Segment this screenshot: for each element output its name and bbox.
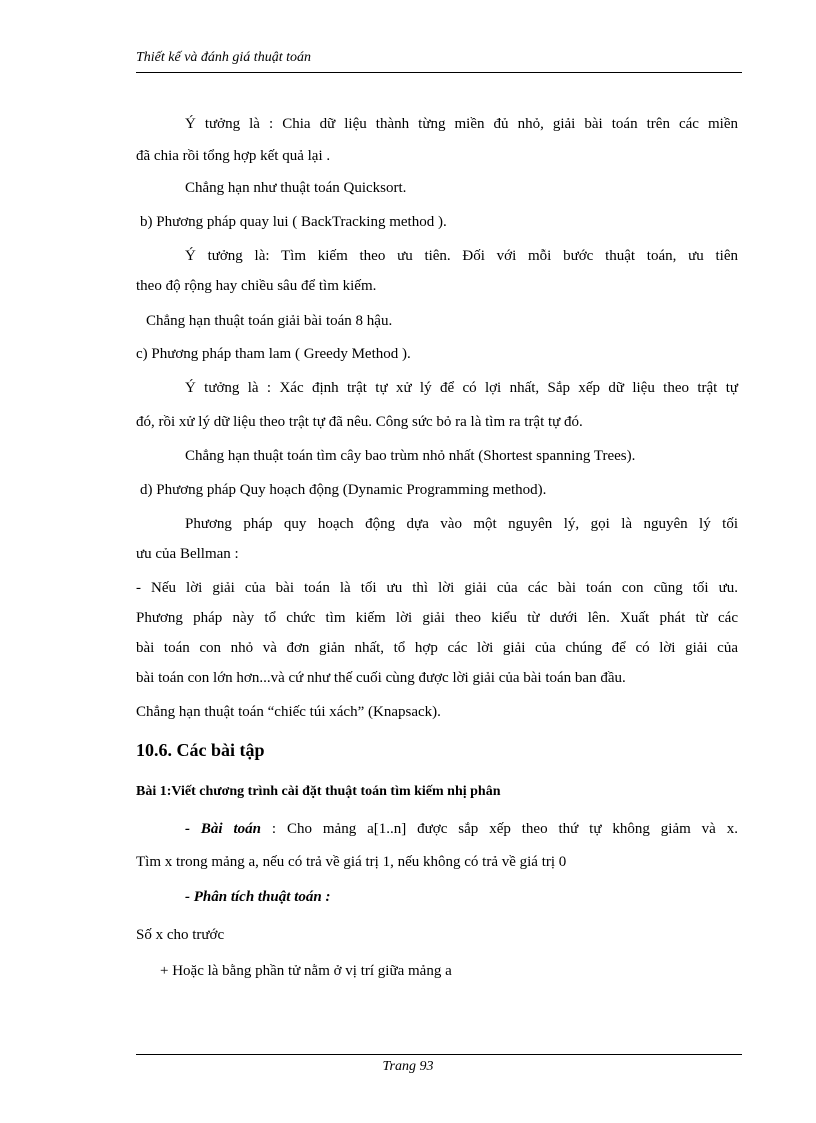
paragraph-line: + Hoặc là bằng phần tử nằm ở vị trí giữa mảng a (160, 963, 452, 979)
subsection-heading-d: d) Phương pháp Quy hoạch động (Dynamic Programming method). (140, 482, 547, 498)
paragraph-line: Số x cho trước (136, 927, 225, 943)
paragraph-line: Chẳng hạn thuật toán giải bài toán 8 hậu. (146, 313, 393, 329)
paragraph-line: Chẳng hạn thuật toán tìm cây bao trùm nhỏ nhất (Shortest spanning Trees). (185, 448, 636, 464)
paragraph-line: Phương pháp này tổ chức tìm kiếm lời giải theo kiểu từ dưới lên. Xuất phát từ các (136, 610, 738, 626)
subsection-heading-b: b) Phương pháp quay lui ( BackTracking method ). (140, 214, 447, 230)
paragraph-line: đã chia rồi tổng hợp kết quả lại . (136, 148, 331, 164)
paragraph-line: bài toán con lớn hơn...và cứ như thế cuối cùng được lời giải của bài toán ban đầu. (136, 670, 626, 686)
analysis-label: - Phân tích thuật toán : (185, 889, 331, 905)
paragraph-line: theo độ rộng hay chiều sâu để tìm kiếm. (136, 278, 377, 294)
problem-line (185, 820, 738, 838)
section-title: 10.6. Các bài tập (136, 740, 265, 760)
paragraph-line: Phương pháp quy hoạch động dựa vào một nguyên lý, gọi là nguyên lý tối (185, 516, 738, 532)
page-number: Trang 93 (382, 1059, 434, 1074)
paragraph-line: Chẳng hạn như thuật toán Quicksort. (185, 180, 407, 196)
header-title: Thiết kế và đánh giá thuật toán (136, 50, 311, 65)
paragraph-line: đó, rồi xử lý dữ liệu theo trật tự đã nêu. Công sức bỏ ra là tìm ra trật tự đó. (136, 414, 583, 430)
paragraph-line: Chẳng hạn thuật toán “chiếc túi xách” (Knapsack). (136, 704, 441, 720)
paragraph-line: Ý tưởng là : Chia dữ liệu thành từng miền đủ nhỏ, giải bài toán trên các miền (185, 116, 738, 132)
footer-divider (136, 1054, 742, 1055)
problem-label: - Bài toán (185, 821, 261, 837)
paragraph-line: bài toán con nhỏ và đơn giản nhất, tổ hợp các lời giải của chúng để có lời giải của (136, 640, 738, 656)
header-divider (136, 72, 742, 73)
paragraph-line: ưu của Bellman : (136, 546, 239, 562)
paragraph-line: Ý tưởng là : Xác định trật tự xử lý để có lợi nhất, Sắp xếp dữ liệu theo trật tự (185, 380, 738, 396)
exercise-title: Bài 1:Viết chương trình cài đặt thuật toán tìm kiếm nhị phân (136, 784, 501, 799)
paragraph-line: Tìm x trong mảng a, nếu có trả về giá trị 1, nếu không có trả về giá trị 0 (136, 854, 567, 870)
subsection-heading-c: c) Phương pháp tham lam ( Greedy Method ). (136, 346, 411, 362)
problem-text: : Cho mảng a[1..n] được sắp xếp theo thứ tự không giảm và x. (261, 821, 738, 837)
paragraph-line: - Nếu lời giải của bài toán là tối ưu thì lời giải của các bài toán con cũng tối ưu. (136, 580, 738, 596)
paragraph-line: Ý tưởng là: Tìm kiếm theo ưu tiên. Đối với mỗi bước thuật toán, ưu tiên (185, 248, 738, 264)
